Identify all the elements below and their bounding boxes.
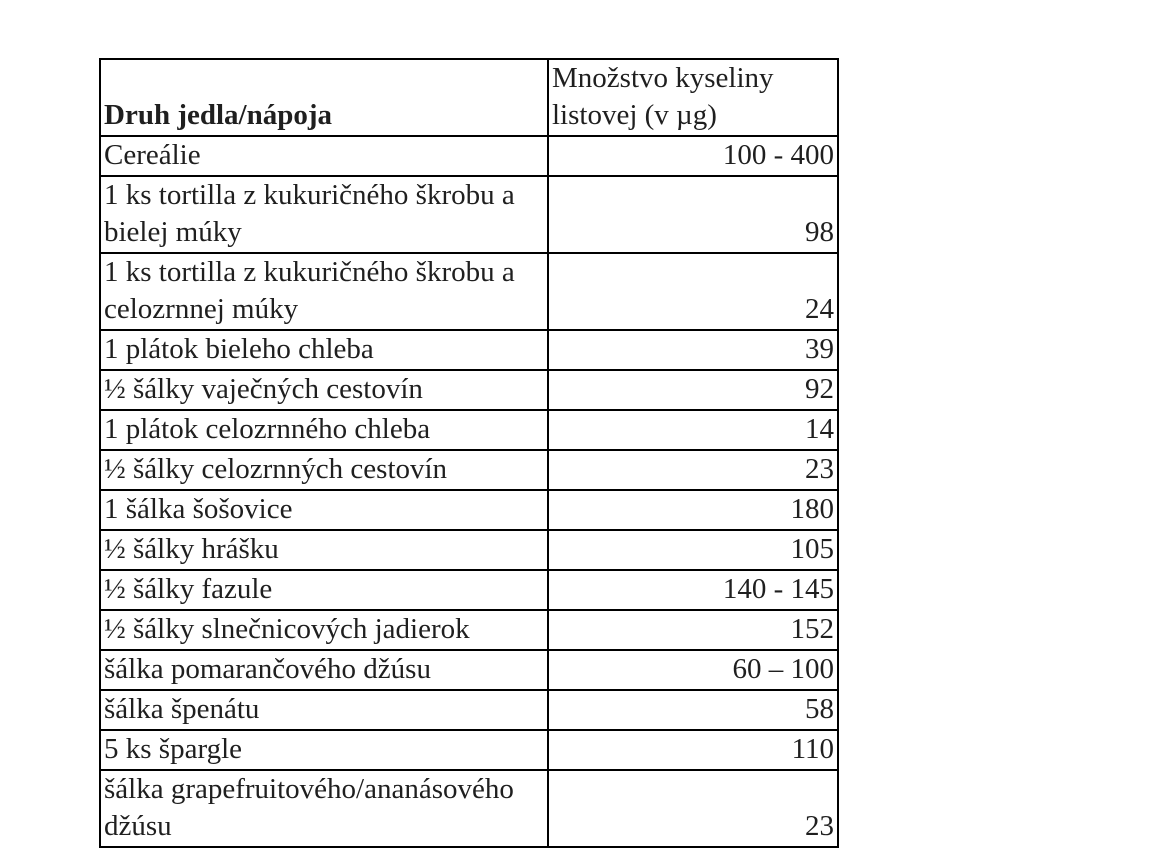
column-header-amount: Množstvo kyseliny listovej (v µg) bbox=[548, 59, 838, 136]
table-header-row bbox=[100, 59, 838, 136]
table-row bbox=[100, 136, 838, 176]
food-name: ½ šálky slnečnicových jadierok bbox=[100, 610, 548, 650]
folic-acid-amount: 180 bbox=[548, 490, 838, 530]
folic-acid-amount: 100 - 400 bbox=[548, 136, 838, 176]
table-row bbox=[100, 410, 838, 450]
food-name: 1 plátok celozrnného chleba bbox=[100, 410, 548, 450]
column-header-food: Druh jedla/nápoja bbox=[100, 59, 548, 136]
table-row bbox=[100, 370, 838, 410]
table-row bbox=[100, 770, 838, 847]
table-row bbox=[100, 730, 838, 770]
food-name: ½ šálky hrášku bbox=[100, 530, 548, 570]
food-name: ½ šálky celozrnných cestovín bbox=[100, 450, 548, 490]
folic-acid-amount: 23 bbox=[548, 450, 838, 490]
folic-acid-amount: 39 bbox=[548, 330, 838, 370]
folic-acid-amount: 140 - 145 bbox=[548, 570, 838, 610]
food-name: šálka pomarančového džúsu bbox=[100, 650, 548, 690]
food-name: 5 ks špargle bbox=[100, 730, 548, 770]
table-row bbox=[100, 650, 838, 690]
table-row bbox=[100, 690, 838, 730]
table-row bbox=[100, 570, 838, 610]
folic-acid-amount: 60 – 100 bbox=[548, 650, 838, 690]
folic-acid-amount: 152 bbox=[548, 610, 838, 650]
table-row bbox=[100, 490, 838, 530]
folic-acid-amount: 58 bbox=[548, 690, 838, 730]
table-row bbox=[100, 330, 838, 370]
folic-acid-amount: 105 bbox=[548, 530, 838, 570]
table-row bbox=[100, 253, 838, 330]
food-name: ½ šálky fazule bbox=[100, 570, 548, 610]
food-name: ½ šálky vaječných cestovín bbox=[100, 370, 548, 410]
food-name: Cereálie bbox=[100, 136, 548, 176]
table-row bbox=[100, 176, 838, 253]
food-name: 1 ks tortilla z kukuričného škrobu a bielej múky bbox=[100, 176, 548, 253]
food-name: šálka grapefruitového/ananásového džúsu bbox=[100, 770, 548, 847]
food-name: šálka špenátu bbox=[100, 690, 548, 730]
table-row bbox=[100, 530, 838, 570]
folic-acid-amount: 98 bbox=[548, 176, 838, 253]
folic-acid-table bbox=[99, 58, 839, 848]
table-row bbox=[100, 610, 838, 650]
food-name: 1 plátok bieleho chleba bbox=[100, 330, 548, 370]
table-row bbox=[100, 450, 838, 490]
food-name: 1 šálka šošovice bbox=[100, 490, 548, 530]
folic-acid-amount: 110 bbox=[548, 730, 838, 770]
food-name: 1 ks tortilla z kukuričného škrobu a celozrnnej múky bbox=[100, 253, 548, 330]
folic-acid-amount: 14 bbox=[548, 410, 838, 450]
folic-acid-amount: 23 bbox=[548, 770, 838, 847]
folic-acid-amount: 92 bbox=[548, 370, 838, 410]
folic-acid-amount: 24 bbox=[548, 253, 838, 330]
